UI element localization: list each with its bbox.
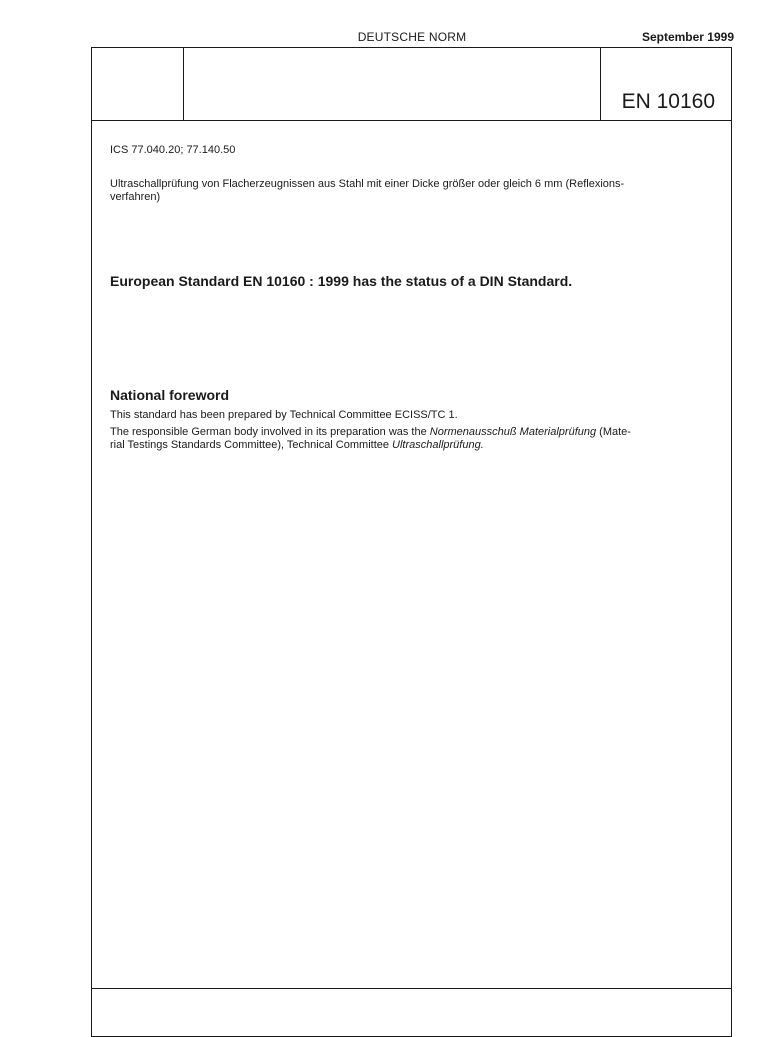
foreword-heading: National foreword <box>110 387 230 403</box>
ics-codes: ICS 77.040.20; 77.140.50 <box>110 144 236 156</box>
foreword-text: rial Testings Standards Committee), Technical Committee <box>110 439 393 451</box>
subject-title-line-1: Ultraschallprüfung von Flacherzeugnissen aus Stahl mit einer Dicke größer oder gleich 6 mm (Reflexions- <box>110 178 625 190</box>
foreword-text: (Mate- <box>596 426 631 438</box>
foreword-paragraph-1: This standard has been prepared by Technical Committee ECISS/TC 1. <box>110 409 458 421</box>
subject-title <box>110 178 717 204</box>
foreword-text: The responsible German body involved in its preparation was the <box>110 426 430 438</box>
subject-title-line-2: verfahren) <box>110 191 161 203</box>
title-block-number-cell <box>600 48 731 120</box>
title-block <box>92 48 731 121</box>
standard-number: EN 10160 <box>621 90 715 113</box>
foreword-paragraph-2 <box>110 426 717 452</box>
footer-divider <box>92 988 731 989</box>
publication-date: September 1999 <box>641 30 734 44</box>
technical-committee-name: Ultraschallprüfung. <box>392 439 484 451</box>
committee-name: Normenausschuß Materialprüfung <box>429 426 597 438</box>
foreword-paragraph-2-line-2 <box>110 439 717 452</box>
foreword-paragraph-2-line-1 <box>110 426 717 439</box>
status-statement: European Standard EN 10160 : 1999 has the status of a DIN Standard. <box>110 273 573 289</box>
norm-label: DEUTSCHE NORM <box>357 30 467 44</box>
title-block-logo-cell <box>92 48 184 120</box>
document-frame <box>91 47 732 1037</box>
